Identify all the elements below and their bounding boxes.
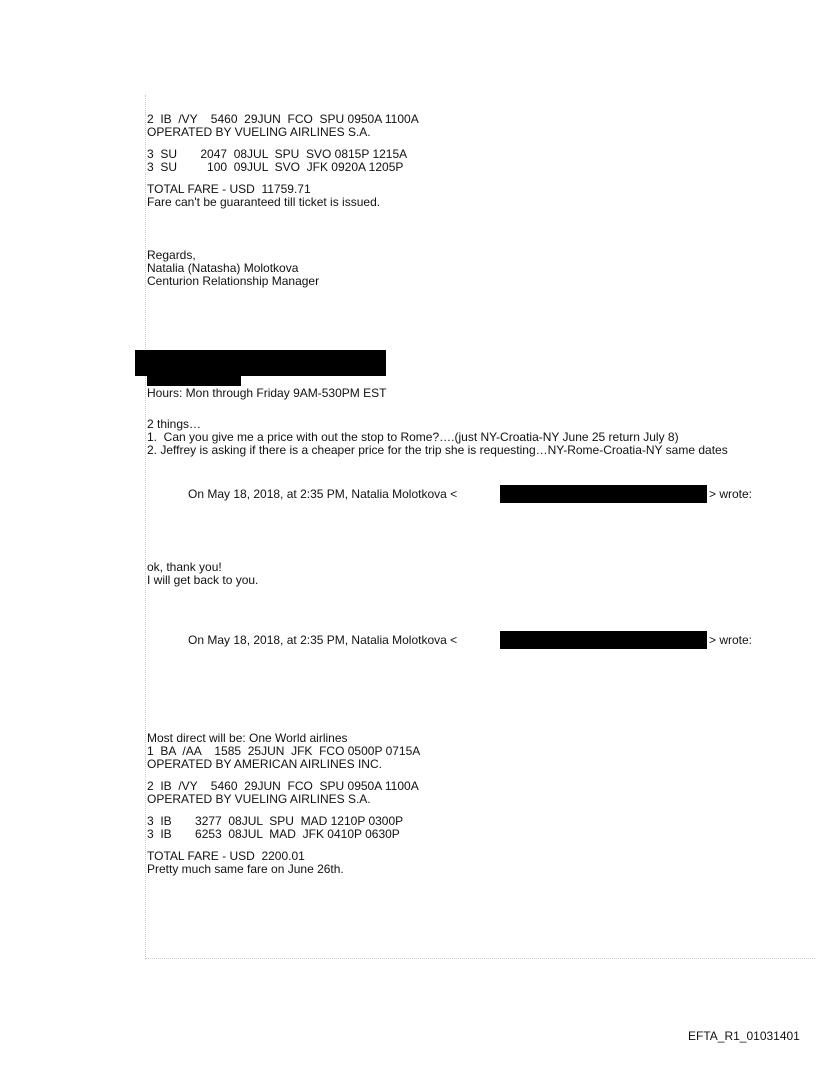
- itinerary-line: OPERATED BY AMERICAN AIRLINES INC.: [147, 757, 382, 771]
- quote-header-suffix: > wrote:: [709, 487, 753, 501]
- quote-header-suffix: > wrote:: [709, 633, 753, 647]
- redaction-box: [500, 631, 707, 649]
- quote-header-prefix: On May 18, 2018, at 2:35 PM, Natalia Molotkova <: [188, 487, 458, 501]
- signature-title: Centurion Relationship Manager: [147, 274, 320, 288]
- redaction-box: [135, 350, 386, 376]
- message-line: 2 things…: [147, 417, 202, 431]
- redaction-box: [147, 376, 241, 386]
- itinerary-line: 3 IB 6253 08JUL MAD JFK 0410P 0630P: [147, 827, 400, 841]
- message-line: Most direct will be: One World airlines: [147, 731, 348, 745]
- itinerary-line: OPERATED BY VUELING AIRLINES S.A.: [147, 792, 371, 806]
- itinerary-line: 3 IB 3277 08JUL SPU MAD 1210P 0300P: [147, 814, 404, 828]
- itinerary-line: 3 SU 100 09JUL SVO JFK 0920A 1205P: [147, 160, 404, 174]
- message-line: ok, thank you!: [147, 560, 222, 574]
- document-id: EFTA_R1_01031401: [688, 1029, 800, 1043]
- total-fare: TOTAL FARE - USD 11759.71: [147, 182, 311, 196]
- itinerary-line: 2 IB /VY 5460 29JUN FCO SPU 0950A 1100A: [147, 779, 419, 793]
- redaction-box: [500, 485, 707, 503]
- itinerary-line: 3 SU 2047 08JUL SPU SVO 0815P 1215A: [147, 147, 408, 161]
- message-line: I will get back to you.: [147, 573, 259, 587]
- fare-note: Fare can't be guaranteed till ticket is issued.: [147, 195, 381, 209]
- itinerary-line: OPERATED BY VUELING AIRLINES S.A.: [147, 125, 371, 139]
- total-fare: TOTAL FARE - USD 2200.01: [147, 849, 305, 863]
- itinerary-line: 2 IB /VY 5460 29JUN FCO SPU 0950A 1100A: [147, 112, 419, 126]
- message-line: 1. Can you give me a price with out the stop to Rome?….(just NY-Croatia-NY June 25 return July 8): [147, 430, 679, 444]
- signature-hours: Hours: Mon through Friday 9AM-530PM EST: [147, 386, 387, 400]
- message-line: 2. Jeffrey is asking if there is a cheaper price for the trip she is requesting…NY-Rome-Croatia-NY same dates: [147, 443, 728, 457]
- quote-header-prefix: On May 18, 2018, at 2:35 PM, Natalia Molotkova <: [188, 633, 458, 647]
- signature-regards: Regards,: [147, 248, 196, 262]
- signature-name: Natalia (Natasha) Molotkova: [147, 261, 299, 275]
- itinerary-line: 1 BA /AA 1585 25JUN JFK FCO 0500P 0715A: [147, 744, 421, 758]
- fare-note: Pretty much same fare on June 26th.: [147, 862, 344, 876]
